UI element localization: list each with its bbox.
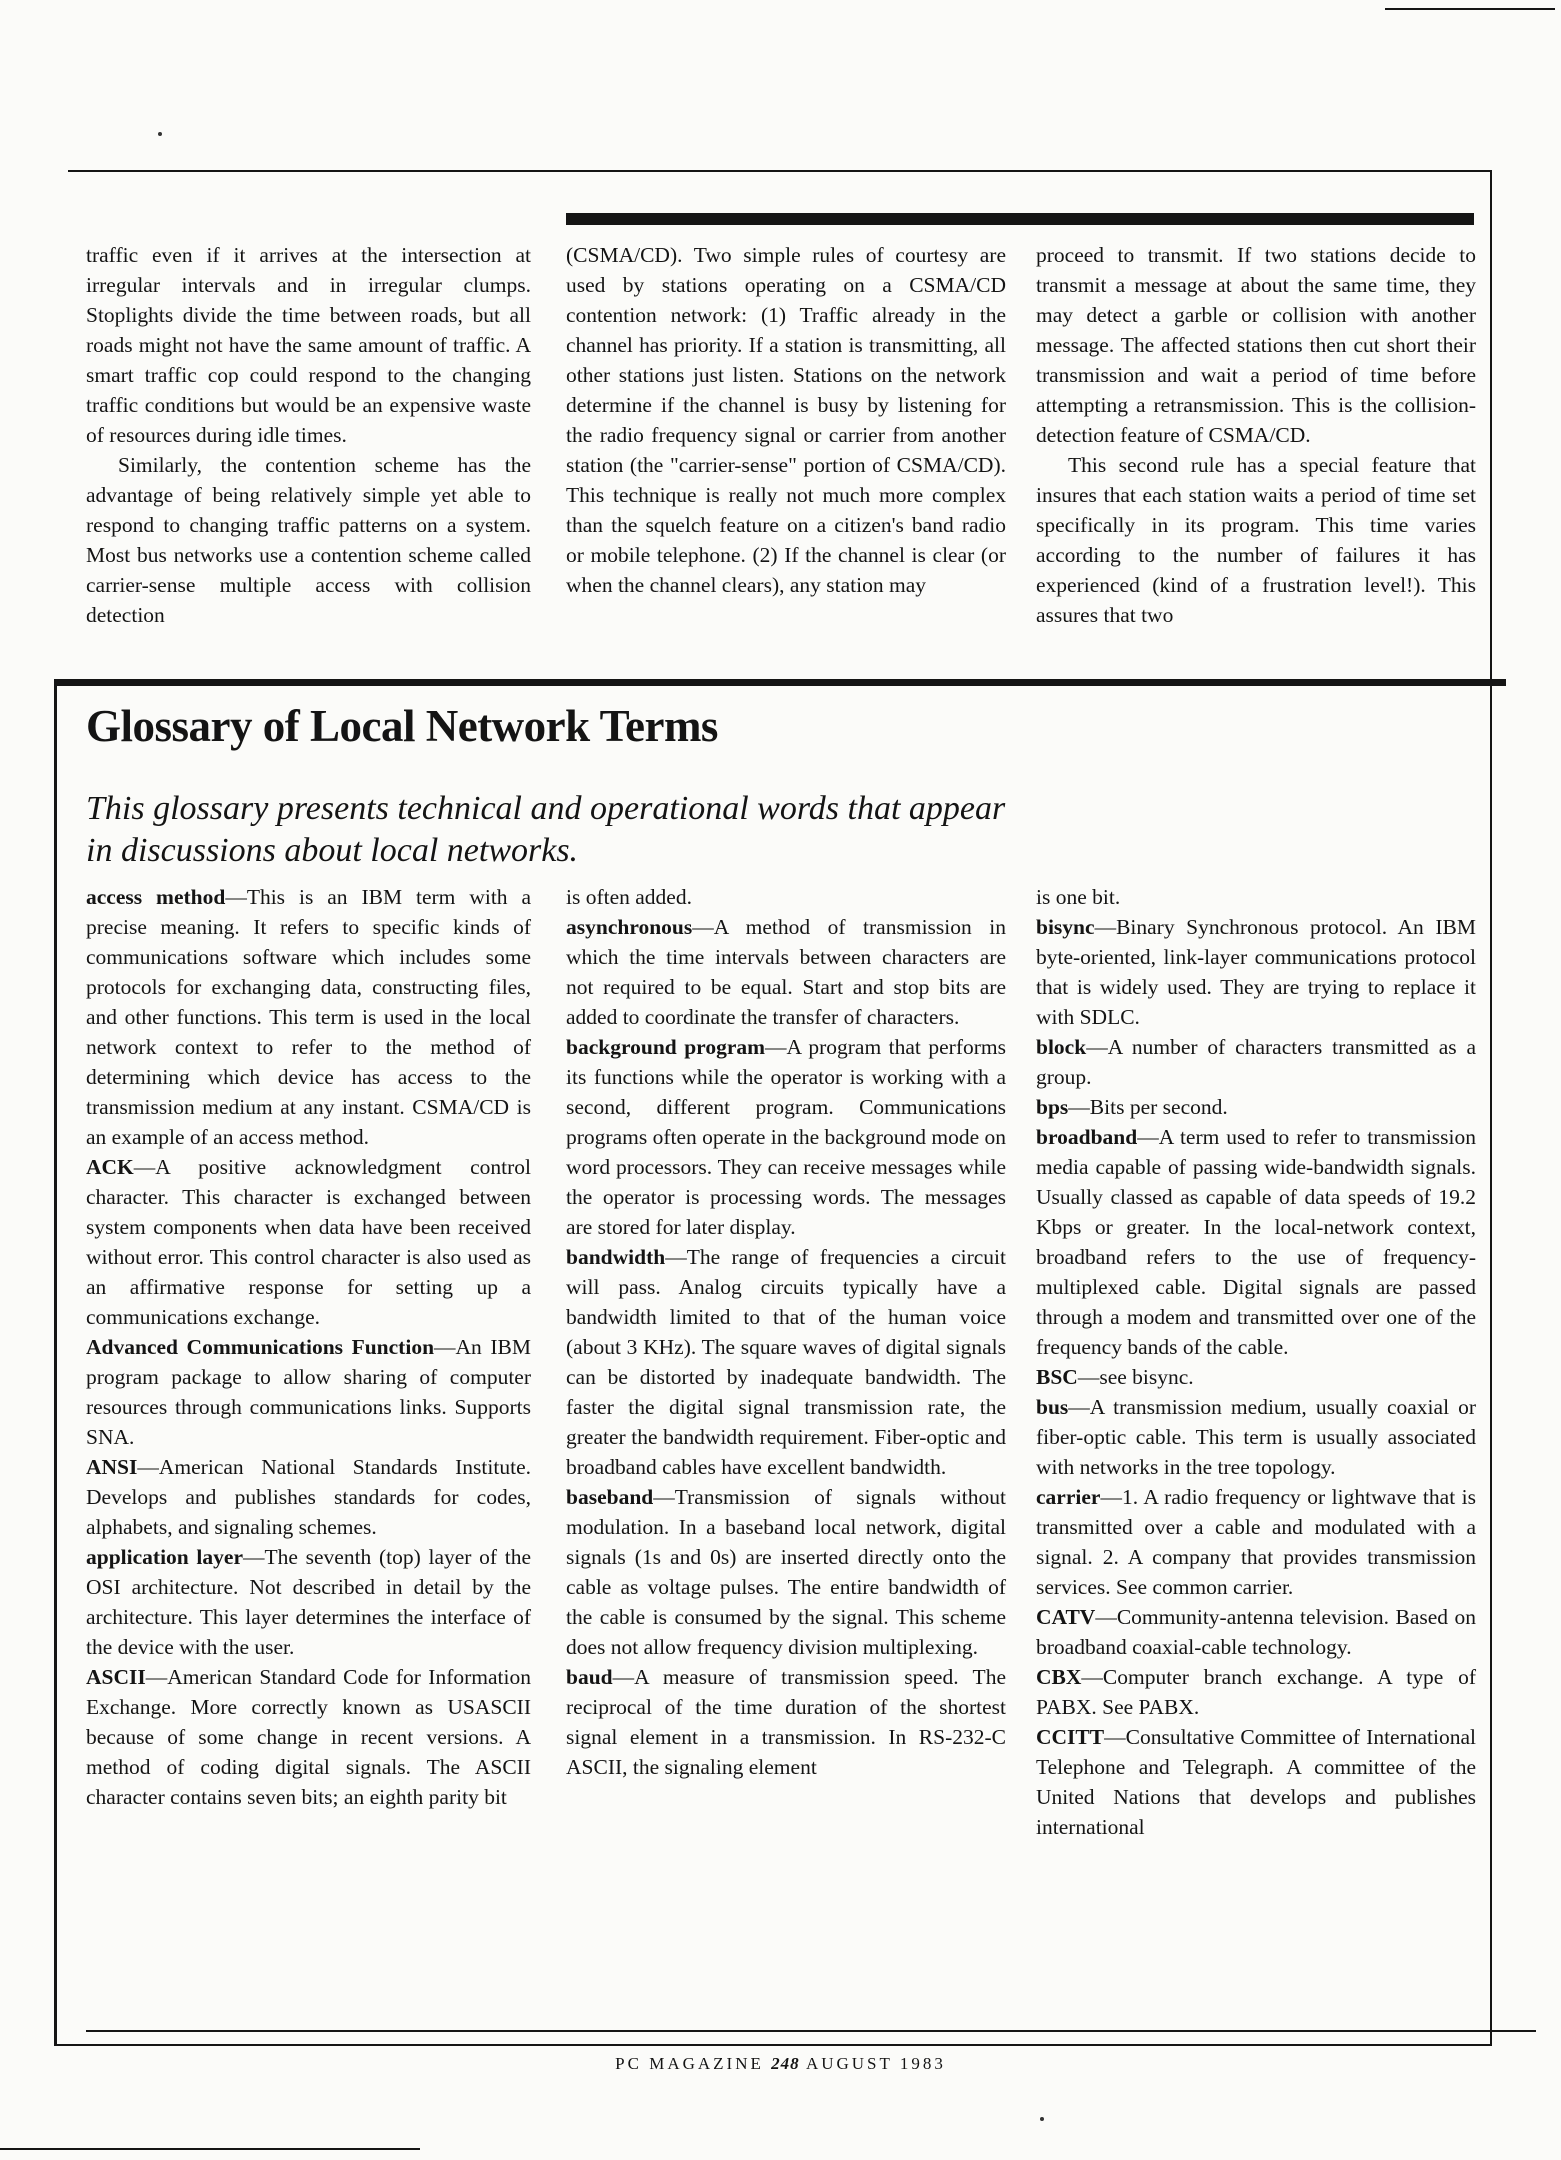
glossary-definition: —see bisync. [1077, 1365, 1194, 1389]
glossary-box-top-rule [54, 679, 1506, 686]
glossary-definition: —A measure of transmission speed. The reciprocal of the time duration of the shortest signal element in a transmission. In RS-232-C ASCII, the signaling element [566, 1665, 1006, 1779]
glossary-term: background program [566, 1035, 766, 1059]
glossary-term: bus [1036, 1395, 1069, 1419]
glossary-term: CBX [1036, 1665, 1082, 1689]
glossary-definition: —Binary Synchronous protocol. An IBM byte-oriented, link-layer communications protocol that is widely used. They are trying to replace it with SDLC. [1036, 915, 1476, 1029]
glossary-definition: —This is an IBM term with a precise meaning. It refers to specific kinds of communications software which includes some protocols for exchanging data, constructing files, and other functions. This term is used in the local network context to refer to the method of determining which device has access to the transmission medium at any instant. CSMA/CD is an example of an access method. [86, 885, 532, 1149]
glossary-column-1 [86, 882, 531, 1812]
glossary-entry [1036, 1602, 1476, 1662]
glossary-definition: —American Standard Code for Information Exchange. More correctly known as USASCII because of some change in recent versions. A method of coding digital signals. The ASCII character contains seven bits; an eighth parity bit [86, 1665, 531, 1809]
glossary-definition: —The seventh (top) layer of the OSI architecture. Not described in detail by the architecture. This layer determines the interface of the device with the user. [86, 1545, 531, 1659]
glossary-term: CATV [1036, 1605, 1096, 1629]
glossary-term: BSC [1036, 1365, 1078, 1389]
glossary-definition: —A transmission medium, usually coaxial or fiber-optic cable. This term is usually associated with networks in the tree topology. [1036, 1395, 1476, 1479]
glossary-term: bps [1036, 1095, 1069, 1119]
article-column-1 [86, 240, 531, 630]
glossary-term: bandwidth [566, 1245, 666, 1269]
stray-mark [158, 132, 162, 136]
glossary-entry [566, 882, 1006, 912]
lower-left-margin-rule [0, 2148, 420, 2150]
glossary-definition: —A number of characters transmitted as a group. [1036, 1035, 1476, 1089]
glossary-entry [1036, 912, 1476, 1032]
glossary-entry [566, 912, 1006, 1032]
glossary-entry [86, 1542, 531, 1662]
glossary-box-right-edge [1490, 679, 1492, 2046]
stray-mark [1040, 2117, 1044, 2121]
glossary-entry [86, 1332, 531, 1452]
glossary-term: Advanced Communications Function [86, 1335, 435, 1359]
glossary-term: baseband [566, 1485, 654, 1509]
article-paragraph: traffic even if it arrives at the intersection at irregular intervals and in irregular clumps. Stoplights divide the time between roads, but all roads might not have the same amount of traffic. A smart traffic cop could respond to the changing traffic conditions but would be an expensive waste of resources during idle times. [86, 243, 531, 447]
glossary-definition: —Transmission of signals without modulation. In a baseband local network, digital signals (1s and 0s) are inserted directly onto the cable as voltage pulses. The entire bandwidth of the cable is consumed by the signal. This scheme does not allow frequency division multiplexing. [566, 1485, 1006, 1659]
glossary-entry [1036, 1122, 1476, 1362]
glossary-entry [566, 1242, 1006, 1482]
footer-page-number: 248 [771, 2054, 800, 2073]
article-paragraph: This second rule has a special feature that insures that each station waits a period of time set specifically in its program. This time varies according to the number of failures it has experienced (kind of a frustration level!). This assures that two [1036, 453, 1476, 627]
glossary-column-2 [566, 882, 1006, 1782]
top-frame-rule [68, 170, 1490, 172]
glossary-definition: —Bits per second. [1068, 1095, 1228, 1119]
glossary-entry [1036, 1662, 1476, 1722]
glossary-definition: —A method of transmission in which the time intervals between characters are not required to be equal. Start and stop bits are added to coordinate the transfer of characters. [566, 915, 1006, 1029]
glossary-term: ANSI [86, 1455, 138, 1479]
glossary-box-left-edge [54, 679, 57, 2046]
glossary-term: carrier [1036, 1485, 1101, 1509]
glossary-entry [1036, 1482, 1476, 1602]
glossary-entry [86, 882, 531, 1152]
glossary-term: CCITT [1036, 1725, 1105, 1749]
glossary-column-3 [1036, 882, 1476, 1842]
footer-date: AUGUST 1983 [805, 2054, 946, 2073]
glossary-entry [566, 1662, 1006, 1782]
glossary-subtitle: This glossary presents technical and operational words that appear in discussions about local networks. [86, 790, 1006, 869]
glossary-entry [566, 1482, 1006, 1662]
glossary-entry [1036, 1032, 1476, 1092]
glossary-entry [86, 1152, 531, 1332]
glossary-definition: —Computer branch exchange. A type of PABX. See PABX. [1036, 1665, 1476, 1719]
glossary-box-bottom-rule [54, 2044, 1492, 2046]
middle-column-header-bar [566, 213, 1474, 225]
glossary-definition: —Community-antenna television. Based on broadband coaxial-cable technology. [1036, 1605, 1476, 1659]
glossary-term: broadband [1036, 1125, 1138, 1149]
glossary-title: Glossary of Local Network Terms [86, 701, 718, 751]
glossary-definition: —1. A radio frequency or lightwave that is transmitted over a cable and modulated with a signal. 2. A company that provides transmission services. See common carrier. [1036, 1485, 1476, 1599]
article-paragraph: (CSMA/CD). Two simple rules of courtesy are used by stations operating on a CSMA/CD contention network: (1) Traffic already in the channel has priority. If a station is transmitting, all other stations just listen. Stations on the network determine if the channel is busy by listening for the radio frequency signal or carrier from another station (the "carrier-sense" portion of CSMA/CD). This technique is really not much more complex than the squelch feature on a citizen's band radio or mobile telephone. (2) If the channel is clear (or when the channel clears), any station may [566, 243, 1006, 597]
glossary-term: ACK [86, 1155, 134, 1179]
top-right-margin-rule [1385, 8, 1555, 10]
footer-magazine: PC MAGAZINE [615, 2054, 764, 2073]
glossary-entry [86, 1452, 531, 1542]
glossary-definition: —A program that performs its functions while the operator is working with a second, different program. Communications programs often operate in the background mode on word processors. They can receive messages while the operator is processing words. The messages are stored for later display. [566, 1035, 1007, 1239]
glossary-term: asynchronous [566, 915, 693, 939]
glossary-definition: —American National Standards Institute. Develops and publishes standards for codes, alphabets, and signaling schemes. [86, 1455, 531, 1539]
glossary-term: bisync [1036, 915, 1095, 939]
glossary-term: access method [86, 885, 226, 909]
article-paragraph: Similarly, the contention scheme has the advantage of being relatively simple yet able to respond to changing traffic patterns on a system. Most bus networks use a contention scheme called carrier-sense multiple access with collision detection [86, 453, 531, 627]
article-column-3 [1036, 240, 1476, 630]
glossary-definition: —Consultative Committee of International Telephone and Telegraph. A committee of the United Nations that develops and publishes international [1036, 1725, 1476, 1839]
glossary-entry [1036, 1092, 1476, 1122]
glossary-entry [1036, 1362, 1476, 1392]
article-paragraph: proceed to transmit. If two stations decide to transmit a message at about the same time, they may detect a garble or collision with another message. The affected stations then cut short their transmission and wait a period of time before attempting a retransmission. This is the collision-detection feature of CSMA/CD. [1036, 243, 1476, 447]
glossary-definition: —A positive acknowledgment control character. This character is exchanged between system components when data have been received without error. This control character is also used as an affirmative response for setting up a communications exchange. [86, 1155, 531, 1329]
bottom-page-rule [86, 2030, 1536, 2032]
page-footer [0, 2054, 1561, 2074]
glossary-term: application layer [86, 1545, 243, 1569]
glossary-definition: —An IBM program package to allow sharing of computer resources through communications links. Supports SNA. [86, 1335, 531, 1449]
glossary-entry [86, 1662, 531, 1812]
glossary-definition: —A term used to refer to transmission media capable of passing wide-bandwidth signals. Usually classed as capable of data speeds of 19.2 Kbps or greater. In the local-network context, broadband refers to the use of frequency-multiplexed cable. Digital signals are passed through a modem and transmitted over one of the frequency bands of the cable. [1036, 1125, 1476, 1359]
glossary-definition: is often added. [566, 885, 692, 909]
glossary-term: ASCII [86, 1665, 146, 1689]
glossary-term: baud [566, 1665, 613, 1689]
article-column-2 [566, 240, 1006, 600]
glossary-entry [1036, 882, 1476, 912]
glossary-entry [1036, 1392, 1476, 1482]
glossary-definition: —The range of frequencies a circuit will pass. Analog circuits typically have a bandwidth limited to that of the human voice (about 3 KHz). The square waves of digital signals can be distorted by inadequate bandwidth. The faster the digital signal transmission rate, the greater the bandwidth requirement. Fiber-optic and broadband cables have excellent bandwidth. [566, 1245, 1006, 1479]
glossary-entry [1036, 1722, 1476, 1842]
top-frame-right-edge [1490, 170, 1492, 682]
glossary-entry [566, 1032, 1006, 1242]
glossary-term: block [1036, 1035, 1087, 1059]
glossary-definition: is one bit. [1036, 885, 1121, 909]
